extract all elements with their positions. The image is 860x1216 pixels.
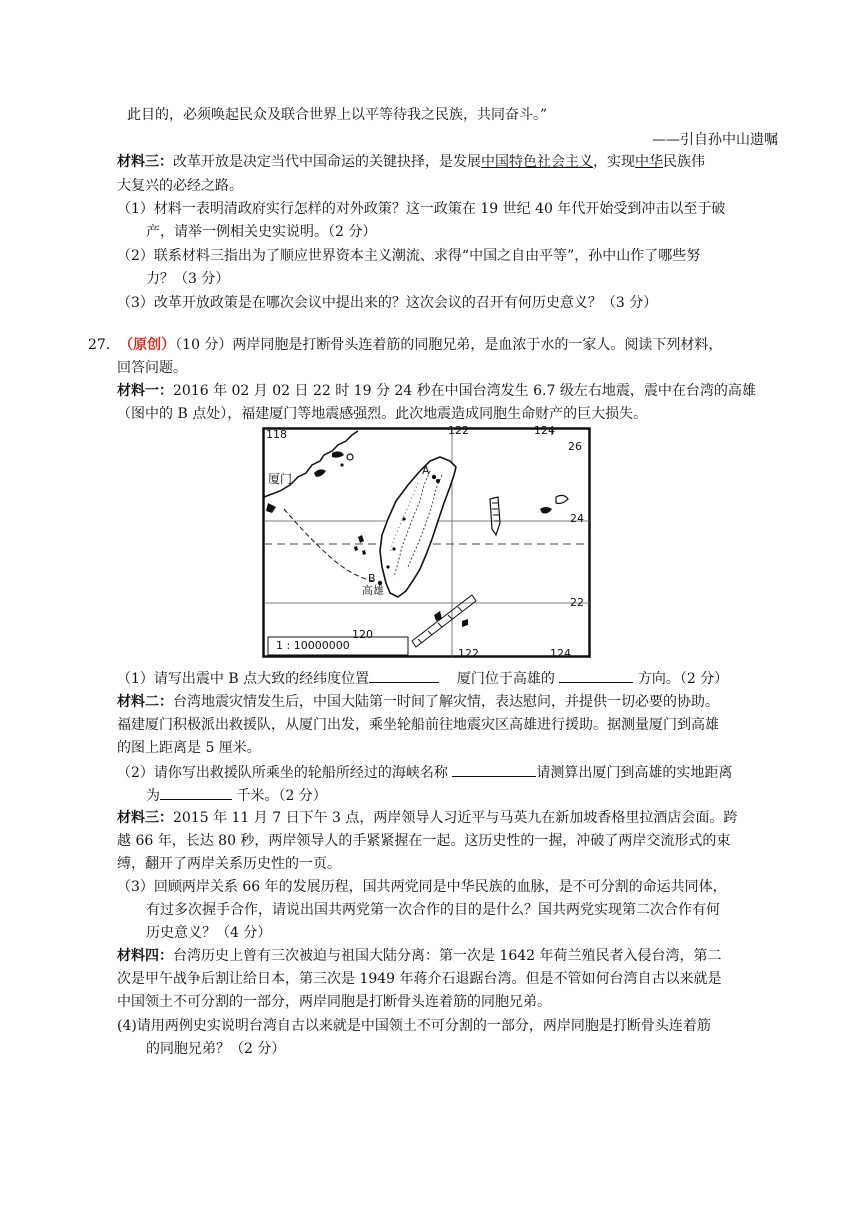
q26-material-three-line2: 大复兴的必经之路。 bbox=[117, 178, 243, 194]
q27-material-one-line2: （图中的 B 点处），福建厦门等地震感强烈。此次地震造成同胞生命财产的巨大损失。 bbox=[117, 406, 648, 422]
question-intro: （10 分）两岸同胞是打断骨头连着筋的同胞兄弟，是血浓于水的一家人。阅读下列材料， bbox=[175, 337, 723, 353]
material-label: 材料一： bbox=[117, 383, 173, 399]
kaohsiung-label: 高雄 bbox=[362, 584, 384, 597]
material-text: 台湾地震灾情发生后，中国大陆第一时间了解灾情，表达慰问，并提供一切必要的协助。 bbox=[173, 694, 719, 710]
answer-blank[interactable] bbox=[559, 668, 633, 683]
point-b-label: B bbox=[368, 572, 376, 585]
material-label: 材料二： bbox=[117, 694, 173, 710]
material-label: 材料三： bbox=[117, 154, 173, 170]
lon-124-label: 124 bbox=[534, 424, 555, 437]
answer-blank[interactable] bbox=[160, 785, 232, 800]
material-text: 民族伟 bbox=[663, 154, 705, 170]
scale-text: 1 : 10000000 bbox=[276, 639, 350, 652]
q27-sub-3-line3: 历史意义？（4 分） bbox=[146, 925, 272, 941]
q26-material-three bbox=[117, 152, 705, 172]
quote-source: ——引自孙中山遗嘱 bbox=[652, 132, 778, 148]
lat-22-label: 22 bbox=[570, 596, 584, 609]
sub-question-text: 方向。（2 分） bbox=[637, 671, 729, 687]
sub-question-text: 为 bbox=[146, 788, 160, 804]
material-text: ，实现 bbox=[593, 154, 635, 170]
q27-material-four-line3: 中国领土不可分割的一部分，两岸同胞是打断骨头连着筋的同胞兄弟。 bbox=[117, 994, 551, 1010]
q27-material-two-line2: 福建厦门积极派出救援队，从厦门出发，乘坐轮船前往地震灾区高雄进行援助。据测量厦门到高雄 bbox=[117, 717, 719, 733]
answer-blank[interactable] bbox=[452, 762, 536, 777]
q26-question-2-line2: 力？（3 分） bbox=[146, 271, 230, 287]
question-number: 27. bbox=[88, 337, 111, 353]
lat-24-label: 24 bbox=[570, 512, 584, 525]
q27-sub-2-line2 bbox=[146, 785, 327, 806]
answer-blank[interactable] bbox=[369, 668, 439, 683]
lon-124-bottom-label: 124 bbox=[550, 647, 571, 660]
q27-material-four-line2: 次是甲午战争后割让给日本，第三次是 1949 年蒋介石退踞台湾。但是不管如何台湾自古以来就是 bbox=[117, 971, 722, 987]
q26-question-1-line2: 产，请举一例相关史实说明。（2 分） bbox=[146, 224, 377, 240]
q27-material-four bbox=[117, 946, 722, 966]
material-text: 2015 年 11 月 7 日下午 3 点，两岸领导人习近平与马英九在新加坡香格里拉酒店会面。跨 bbox=[173, 810, 738, 826]
xiamen-label: 厦门 bbox=[268, 472, 293, 486]
underlined-text: 中国特色社会主义 bbox=[481, 154, 593, 170]
lon-122-label: 122 bbox=[448, 424, 469, 437]
q27-material-three bbox=[117, 808, 737, 828]
q27-sub-3-line2: 有过多次握手合作，请说出国共两党第一次合作的目的是什么？国共两党实现第二次合作有何 bbox=[146, 902, 720, 918]
q27-sub-4: (4)请用两例史实说明台湾自古以来就是中国领土不可分割的一部分，两岸同胞是打断骨头连着筋 bbox=[117, 1018, 711, 1034]
q26-question-3: （3）改革开放政策是在哪次会议中提出来的？这次会议的召开有何历史意义？（3 分） bbox=[117, 295, 658, 311]
q27-sub-1 bbox=[117, 668, 728, 689]
q26-question-1: （1）材料一表明清政府实行怎样的对外政策？这一政策在 19 世纪 40 年代开始受到冲击以至于破 bbox=[117, 201, 726, 217]
material-two-tail: 此目的，必须唤起民众及联合世界上以平等待我之民族，共同奋斗。” bbox=[127, 107, 548, 123]
original-tag: （原创） bbox=[119, 337, 176, 353]
q27-sub-2 bbox=[117, 762, 732, 783]
lat-26-label: 26 bbox=[568, 440, 582, 453]
q27-sub-4-line2: 的同胞兄弟？（2 分） bbox=[146, 1041, 286, 1057]
q27-sub-3: （3）回顾两岸关系 66 年的发展历程，国共两党同是中华民族的血脉，是不可分割的命运共同体， bbox=[117, 879, 727, 895]
taiwan-map bbox=[262, 424, 592, 660]
q27-material-one bbox=[117, 381, 756, 401]
material-text: 改革开放是决定当代中国命运的关键抉择，是发展 bbox=[173, 154, 481, 170]
q27-intro-line2: 回答问题。 bbox=[117, 360, 187, 376]
sub-question-text: （2）请你写出救援队所乘坐的轮船所经过的海峡名称 bbox=[117, 765, 448, 781]
q27-material-three-line3: 缚，翻开了两岸关系历史性的一页。 bbox=[117, 856, 341, 872]
material-label: 材料三： bbox=[117, 810, 173, 826]
sub-question-text: 千米。（2 分） bbox=[236, 788, 327, 804]
lon-118-label: 118 bbox=[266, 428, 287, 441]
point-a-marker bbox=[432, 475, 436, 479]
sub-question-text: 请测算出厦门到高雄的实地距离 bbox=[536, 765, 733, 781]
material-text: 2016 年 02 月 02 日 22 时 19 分 24 秒在中国台湾发生 6.7 级左右地震，震中在台湾的高雄 bbox=[173, 383, 756, 399]
q26-question-2: （2）联系材料三指出为了顺应世界资本主义潮流、求得“中国之自由平等”，孙中山作了哪些努 bbox=[117, 248, 701, 264]
lon-120-label: 120 bbox=[352, 628, 373, 641]
material-label: 材料四： bbox=[117, 948, 173, 964]
q27-material-two bbox=[117, 692, 719, 712]
q27-material-two-line3: 的图上距离是 5 厘米。 bbox=[117, 740, 261, 756]
lon-122-bottom-label: 122 bbox=[458, 647, 479, 660]
map-graphic bbox=[262, 424, 592, 659]
underlined-text: 中华 bbox=[635, 154, 663, 170]
point-a-label: A bbox=[422, 464, 430, 477]
q27-intro bbox=[88, 335, 722, 355]
q27-material-three-line2: 越 66 年，长达 80 秒，两岸领导人的手紧紧握在一起。这历史性的一握，冲破了两岸交流形式的束 bbox=[117, 833, 731, 849]
sub-question-text: （1）请写出震中 B 点大致的经纬度位置 bbox=[117, 671, 370, 687]
material-text: 台湾历史上曾有三次被迫与祖国大陆分离：第一次是 1642 年荷兰殖民者入侵台湾，第二 bbox=[173, 948, 722, 964]
sub-question-text: 厦门位于高雄的 bbox=[456, 671, 555, 687]
